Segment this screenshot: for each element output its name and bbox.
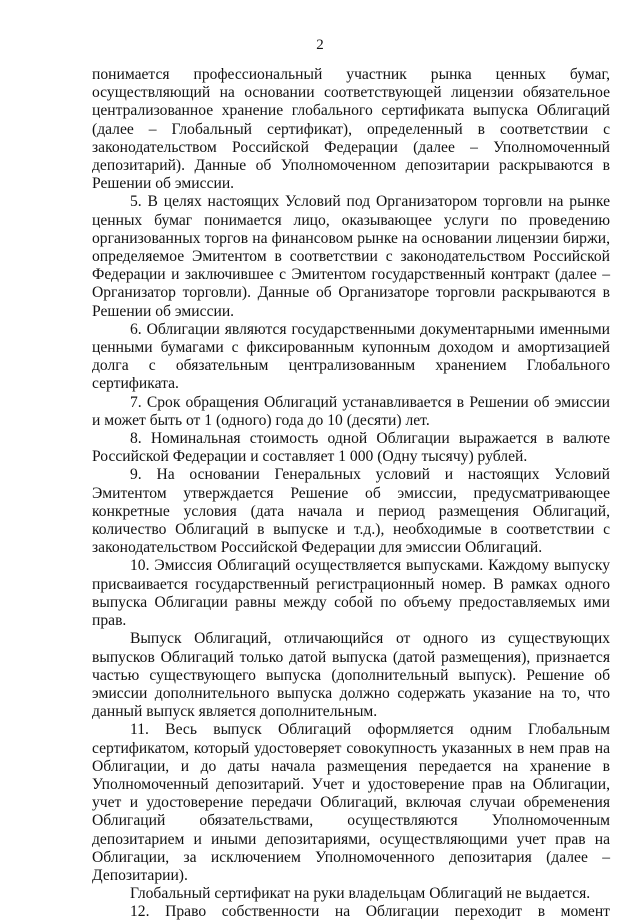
paragraph-10: 10. Эмиссия Облигаций осуществляется выпусками. Каждому выпуску присваивается государственный регистрационный номер. В рамках одного выпуска Облигации равны между собой по объему предоставляемых ими прав. [92,557,610,630]
paragraph-8: 8. Номинальная стоимость одной Облигации выражается в валюте Российской Федерации и составляет 1 000 (Одну тысячу) рублей. [92,430,610,466]
paragraph-5: 5. В целях настоящих Условий под Организатором торговли на рынке ценных бумаг понимается лицо, оказывающее услуги по проведению организованных торгов на финансовом рынке на основании лицензии биржи, определяемое Эмитентом в соответствии с законодательством Российской Федерации и заключившее с Эмитентом государственный контракт (далее – Организатор торговли). Данные об Организаторе торговли раскрываются в Решении об эмиссии. [92,193,610,320]
paragraph-7: 7. Срок обращения Облигаций устанавливается в Решении об эмиссии и может быть от 1 (одного) года до 10 (десяти) лет. [92,393,610,429]
document-body [92,66,610,922]
paragraph-continuation: понимается профессиональный участник рынка ценных бумаг, осуществляющий на основании соответствующей лицензии обязательное централизованное хранение глобального сертификата выпуска Облигаций (далее – Глобальный сертификат), определенный в соответствии с законодательством Российской Федерации (далее – Уполномоченный депозитарий). Данные об Уполномоченном депозитарии раскрываются в Решении об эмиссии. [92,66,610,193]
paragraph-6: 6. Облигации являются государственными документарными именными ценными бумагами с фиксированным купонным доходом и амортизацией долга с обязательным централизованным хранением Глобального сертификата. [92,320,610,393]
paragraph-12: 12. Право собственности на Облигации переходит в момент [130,903,610,921]
paragraph-11: 11. Весь выпуск Облигаций оформляется одним Глобальным сертификатом, который удостоверяет совокупность указанных в нем прав на Облигации, и до даты начала размещения передается на хранение в Уполномоченный депозитарий. Учет и удостоверение прав на Облигации, учет и удостоверение передачи Облигаций, включая случаи обременения Облигаций обязательствами, осуществляются Уполномоченным депозитарием и иными депозитариями, осуществляющими учет прав на Облигации, за исключением Уполномоченного депозитария (далее – Депозитарии). [92,721,610,884]
paragraph-9: 9. На основании Генеральных условий и настоящих Условий Эмитентом утверждается Решение об эмиссии, предусматривающее конкретные условия (дата начала и период размещения Облигаций, количество Облигаций в выпуске и т.д.), необходимые в соответствии с законодательством Российской Федерации для эмиссии Облигаций. [92,466,610,557]
page-number: 2 [316,37,324,53]
paragraph-10-additional: Выпуск Облигаций, отличающийся от одного из существующих выпусков Облигаций только датой выпуска (датой размещения), признается частью существующего выпуска (дополнительный выпуск). Решение об эмиссии дополнительного выпуска должно содержать указание на то, что данный выпуск является дополнительным. [92,630,610,721]
paragraph-11-certificate: Глобальный сертификат на руки владельцам Облигаций не выдается. [130,885,591,903]
